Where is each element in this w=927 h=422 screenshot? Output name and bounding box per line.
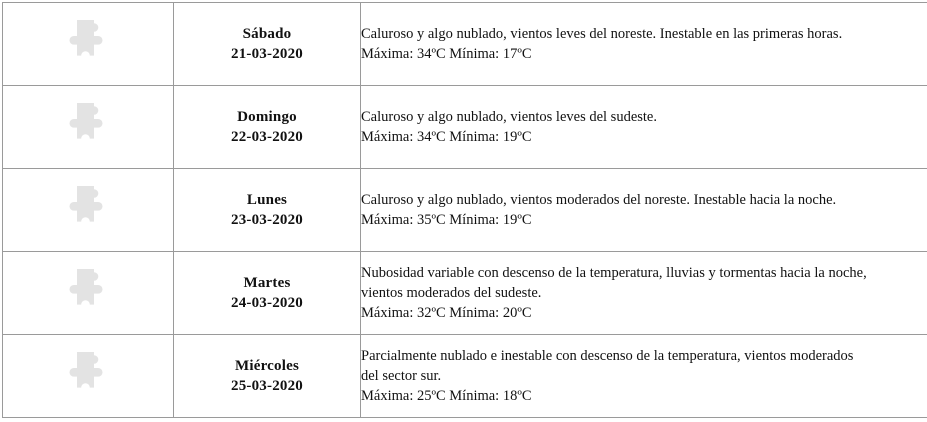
table-row <box>3 335 927 418</box>
temperature-line: Máxima: 34ºC Mínima: 17ºC <box>361 44 927 64</box>
forecast-description-cell <box>361 169 927 252</box>
puzzle-piece-icon <box>62 16 114 68</box>
forecast-date: 24-03-2020 <box>174 293 360 313</box>
description-line: Parcialmente nublado e inestable con descenso de la temperatura, vientos moderados <box>361 346 927 366</box>
forecast-icon-cell <box>3 169 174 252</box>
temperature-line: Máxima: 25ºC Mínima: 18ºC <box>361 386 927 406</box>
forecast-description-cell <box>361 252 927 335</box>
temperature-line: Máxima: 34ºC Mínima: 19ºC <box>361 127 927 147</box>
forecast-date: 23-03-2020 <box>174 210 360 230</box>
table-row <box>3 169 927 252</box>
day-of-week: Lunes <box>174 190 360 210</box>
forecast-icon-cell <box>3 335 174 418</box>
description-line: del sector sur. <box>361 366 927 386</box>
day-of-week: Domingo <box>174 107 360 127</box>
forecast-icon-cell <box>3 252 174 335</box>
forecast-day-cell <box>174 86 361 169</box>
table-row <box>3 3 927 86</box>
forecast-description-cell <box>361 86 927 169</box>
forecast-date: 21-03-2020 <box>174 44 360 64</box>
forecast-icon-cell <box>3 3 174 86</box>
weather-forecast-table <box>2 2 927 418</box>
forecast-description-cell <box>361 335 927 418</box>
puzzle-piece-icon <box>62 348 114 400</box>
table-row <box>3 252 927 335</box>
day-of-week: Sábado <box>174 24 360 44</box>
description-line: Caluroso y algo nublado, vientos moderados del noreste. Inestable hacia la noche. <box>361 190 927 210</box>
day-of-week: Martes <box>174 273 360 293</box>
forecast-description-cell <box>361 3 927 86</box>
puzzle-piece-icon <box>62 265 114 317</box>
temperature-line: Máxima: 32ºC Mínima: 20ºC <box>361 303 927 323</box>
forecast-date: 22-03-2020 <box>174 127 360 147</box>
description-line: Caluroso y algo nublado, vientos leves del sudeste. <box>361 107 927 127</box>
forecast-day-cell <box>174 252 361 335</box>
forecast-day-cell <box>174 169 361 252</box>
description-line: Nubosidad variable con descenso de la temperatura, lluvias y tormentas hacia la noche, <box>361 263 927 283</box>
forecast-day-cell <box>174 3 361 86</box>
forecast-table-body <box>3 3 927 418</box>
puzzle-piece-icon <box>62 99 114 151</box>
table-row <box>3 86 927 169</box>
forecast-day-cell <box>174 335 361 418</box>
forecast-date: 25-03-2020 <box>174 376 360 396</box>
temperature-line: Máxima: 35ºC Mínima: 19ºC <box>361 210 927 230</box>
forecast-icon-cell <box>3 86 174 169</box>
puzzle-piece-icon <box>62 182 114 234</box>
description-line: vientos moderados del sudeste. <box>361 283 927 303</box>
description-line: Caluroso y algo nublado, vientos leves del noreste. Inestable en las primeras horas. <box>361 24 927 44</box>
day-of-week: Miércoles <box>174 356 360 376</box>
